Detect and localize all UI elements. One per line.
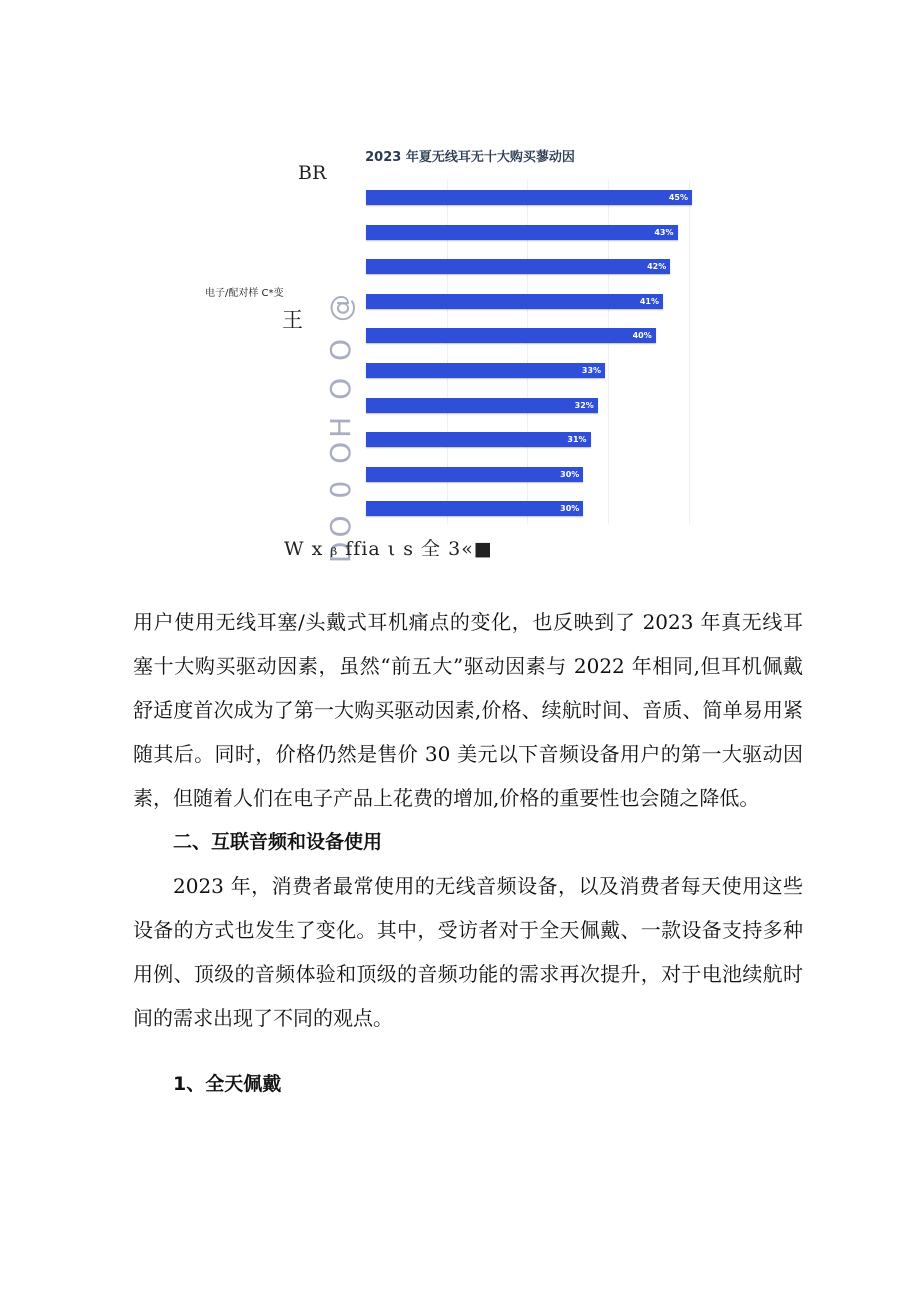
chart-bar [366,294,663,309]
chart-bar [366,328,656,343]
article-body [133,600,803,1106]
chart-bar [366,398,598,413]
chart-bar-value-label: 43% [654,227,674,237]
chart-bar [366,190,692,205]
chart-figure [0,0,920,570]
paragraph-device-usage: 2023 年，消费者最常使用的无线音频设备，以及消费者每天使用这些设备的方式也发生了变化。其中，受访者对于全天佩戴、一款设备支持多种用例、顶级的音频体验和顶级的音频功能的需求再次提升，对于电池续航时间的需求出现了不同的观点。 [133,874,803,1030]
chart-bar-value-label: 32% [574,400,594,410]
chart-bar [366,225,678,240]
figure-label-small: 电子/配对样 C*变 [205,288,284,299]
chart-bar-value-label: 45% [668,193,688,202]
figure-label-br: BR [298,162,327,184]
subsection-heading-all-day-wear: 1、全天佩戴 [173,1073,282,1095]
chart-bar-value-label: 30% [560,504,580,514]
chart-bar [366,501,583,516]
chart-bar [366,467,583,482]
chart-gridline [689,180,690,524]
figure-vertical-label: DO 0 OH O O @ [324,290,357,564]
chart-plot-area [366,180,692,524]
chart-bar [366,363,605,378]
chart-bar-value-label: 40% [632,331,652,341]
chart-bar-value-label: 33% [581,366,602,375]
chart-bar-value-label: 31% [567,435,587,445]
chart-bar [366,432,591,447]
chart-bar-value-label: 42% [647,262,667,272]
paragraph-pain-points: 用户使用无线耳塞/头戴式耳机痛点的变化，也反映到了 2023 年真无线耳塞十大购买驱动因素，虽然“前五大”驱动因素与 2022 年相同,但耳机佩戴舒适度首次成为了第一大购买驱动因素,价格、续航时间、音质、简单易用紧随其后。同时，价格仍然是售价 30 美元以下音频设备用户的第一大驱动因素，但随着人们在电子产品上花费的增加,价格的重要性也会随之降低。 [133,610,803,810]
chart-title: 2023 年夏无线耳无十大购买蓼动因 [365,150,575,165]
figure-label-wang: 王 [282,308,303,332]
section-heading-connected-audio: 二、互联音频和设备使用 [173,831,383,853]
chart-bar-value-label: 30% [560,469,580,479]
figure-caption: W x ᵦ ffia ι s 全 3«■ [284,538,493,560]
chart-bar-value-label: 41% [639,296,660,306]
chart-bar [366,259,670,274]
